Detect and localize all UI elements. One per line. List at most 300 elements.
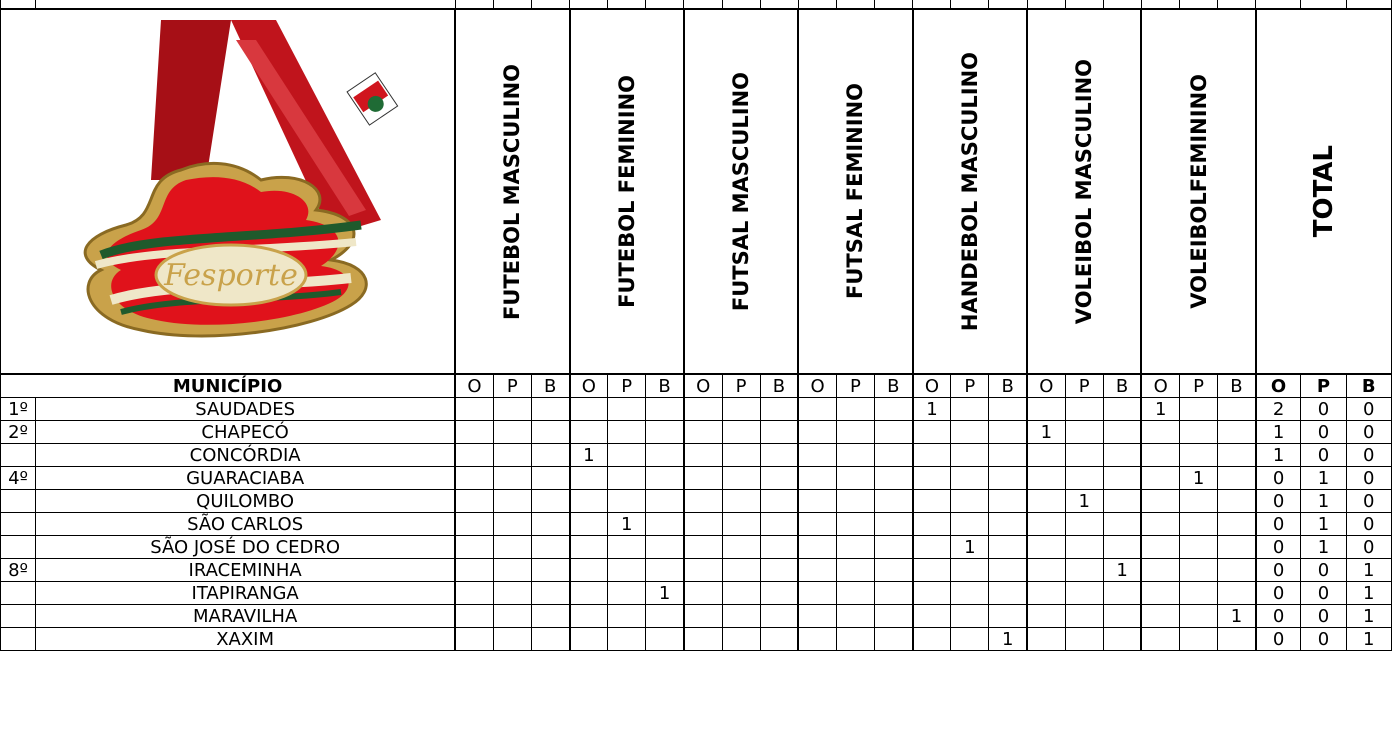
- medal-count-cell: [798, 605, 836, 628]
- sport-header: [684, 9, 798, 374]
- medal-count-cell: [646, 421, 684, 444]
- sport-header-label: FUTSAL FEMININO: [843, 83, 868, 300]
- table-row: [1, 536, 1392, 559]
- medal-count-cell: [493, 421, 531, 444]
- medal-type-header: B: [875, 374, 913, 398]
- medal-count-cell: [1065, 398, 1103, 421]
- medal-count-cell: [989, 513, 1027, 536]
- medal-count-cell: 1: [1180, 467, 1218, 490]
- medal-count-cell: [1180, 490, 1218, 513]
- medal-count-cell: [760, 628, 798, 651]
- medal-count-cell: [1027, 513, 1065, 536]
- medal-count-cell: [989, 421, 1027, 444]
- medal-count-cell: [1027, 398, 1065, 421]
- total-cell: 0: [1256, 605, 1301, 628]
- medal-count-cell: [684, 398, 722, 421]
- total-cell: 0: [1301, 605, 1346, 628]
- medal-count-cell: [1103, 605, 1141, 628]
- medal-count-cell: [493, 490, 531, 513]
- total-cell: 0: [1256, 513, 1301, 536]
- total-cell: 0: [1301, 628, 1346, 651]
- medal-count-cell: [1141, 628, 1179, 651]
- medal-count-cell: [646, 536, 684, 559]
- medal-count-cell: [1103, 513, 1141, 536]
- medal-count-cell: [875, 628, 913, 651]
- medal-count-cell: [1027, 467, 1065, 490]
- medal-count-cell: [722, 628, 760, 651]
- medal-type-header: O: [798, 374, 836, 398]
- medal-count-cell: [875, 582, 913, 605]
- medal-count-cell: [760, 444, 798, 467]
- medal-count-cell: [608, 444, 646, 467]
- medal-count-cell: [760, 605, 798, 628]
- medal-count-cell: [1218, 398, 1256, 421]
- medal-count-cell: [951, 467, 989, 490]
- medal-count-cell: [1027, 559, 1065, 582]
- medal-type-header: B: [1218, 374, 1256, 398]
- total-cell: 0: [1346, 536, 1391, 559]
- medal-count-cell: [760, 490, 798, 513]
- medal-type-header: P: [1301, 374, 1346, 398]
- medal-count-cell: [1180, 559, 1218, 582]
- rank-cell: [1, 605, 36, 628]
- medal-count-cell: 1: [1103, 559, 1141, 582]
- medal-count-cell: [722, 490, 760, 513]
- medal-count-cell: [836, 444, 874, 467]
- medal-count-cell: [1180, 513, 1218, 536]
- medal-count-cell: [989, 559, 1027, 582]
- medal-count-cell: [1218, 513, 1256, 536]
- medal-count-cell: [531, 444, 569, 467]
- rank-cell: [1, 628, 36, 651]
- rank-cell: 1º: [1, 398, 36, 421]
- medal-count-cell: [646, 398, 684, 421]
- medal-count-cell: [1103, 421, 1141, 444]
- municipio-cell: CONCÓRDIA: [36, 444, 456, 467]
- medal-count-cell: [531, 628, 569, 651]
- municipio-cell: XAXIM: [36, 628, 456, 651]
- medal-count-cell: [875, 421, 913, 444]
- medal-count-cell: [913, 582, 951, 605]
- medal-type-header: O: [1256, 374, 1301, 398]
- medal-count-cell: [1218, 582, 1256, 605]
- medal-count-cell: [608, 559, 646, 582]
- medal-count-cell: [646, 559, 684, 582]
- table-row: [1, 467, 1392, 490]
- total-cell: 0: [1346, 467, 1391, 490]
- table-row: [1, 628, 1392, 651]
- medal-count-cell: [646, 605, 684, 628]
- medal-count-cell: [760, 398, 798, 421]
- medal-count-cell: [760, 513, 798, 536]
- medal-count-cell: [1141, 605, 1179, 628]
- medal-count-cell: [951, 513, 989, 536]
- medal-count-cell: [570, 490, 608, 513]
- medal-count-cell: [455, 536, 493, 559]
- medal-count-cell: [1103, 582, 1141, 605]
- medal-count-cell: [1065, 421, 1103, 444]
- medal-type-header: P: [608, 374, 646, 398]
- medal-count-cell: [722, 444, 760, 467]
- sport-header: [1141, 9, 1255, 374]
- medal-count-cell: 1: [608, 513, 646, 536]
- medal-count-cell: [455, 398, 493, 421]
- sport-header: [455, 9, 569, 374]
- medal-count-cell: [836, 398, 874, 421]
- medal-type-header: B: [1346, 374, 1391, 398]
- medal-count-cell: [531, 605, 569, 628]
- medal-count-cell: [684, 421, 722, 444]
- medal-count-cell: [646, 490, 684, 513]
- medal-count-cell: [798, 536, 836, 559]
- municipio-cell: SÃO JOSÉ DO CEDRO: [36, 536, 456, 559]
- rank-cell: [1, 536, 36, 559]
- medal-count-cell: 1: [1065, 490, 1103, 513]
- medal-count-cell: [570, 467, 608, 490]
- medal-count-cell: [1180, 444, 1218, 467]
- medal-count-cell: [989, 444, 1027, 467]
- total-cell: 0: [1256, 628, 1301, 651]
- medal-count-cell: [570, 536, 608, 559]
- medal-count-cell: [722, 582, 760, 605]
- medal-count-cell: [722, 559, 760, 582]
- medal-count-cell: [1180, 398, 1218, 421]
- medal-count-cell: [1180, 628, 1218, 651]
- medal-count-cell: [570, 421, 608, 444]
- medal-count-cell: [836, 582, 874, 605]
- medal-count-cell: [875, 513, 913, 536]
- medal-count-cell: [836, 513, 874, 536]
- medal-type-header: O: [570, 374, 608, 398]
- medal-count-cell: [1065, 628, 1103, 651]
- top-gap-row: [1, 0, 1392, 9]
- medal-type-header: O: [684, 374, 722, 398]
- medal-count-cell: [913, 628, 951, 651]
- total-cell: 1: [1301, 513, 1346, 536]
- medal-count-cell: [798, 398, 836, 421]
- medal-count-cell: [1027, 536, 1065, 559]
- medal-count-cell: [570, 628, 608, 651]
- medal-count-cell: [608, 421, 646, 444]
- total-cell: 0: [1301, 421, 1346, 444]
- medal-count-cell: [608, 605, 646, 628]
- medal-count-cell: [455, 559, 493, 582]
- medal-count-cell: [836, 628, 874, 651]
- medal-count-cell: 1: [1141, 398, 1179, 421]
- municipio-cell: GUARACIABA: [36, 467, 456, 490]
- medal-count-cell: [836, 536, 874, 559]
- medal-count-cell: [989, 536, 1027, 559]
- medal-count-cell: [1065, 582, 1103, 605]
- medal-count-cell: [1141, 582, 1179, 605]
- total-cell: 0: [1301, 582, 1346, 605]
- medal-count-cell: [989, 582, 1027, 605]
- medal-count-cell: [798, 490, 836, 513]
- medal-count-cell: [570, 398, 608, 421]
- medal-count-cell: [798, 421, 836, 444]
- medal-count-cell: [684, 559, 722, 582]
- total-cell: 1: [1301, 490, 1346, 513]
- table-row: [1, 398, 1392, 421]
- medal-count-cell: [1218, 628, 1256, 651]
- medal-count-cell: [684, 513, 722, 536]
- medal-count-cell: [875, 398, 913, 421]
- total-cell: 0: [1346, 490, 1391, 513]
- municipio-cell: SAUDADES: [36, 398, 456, 421]
- medal-type-header: O: [913, 374, 951, 398]
- medal-fesporte-text: Fesporte: [164, 258, 298, 293]
- total-cell: 0: [1301, 444, 1346, 467]
- medal-count-cell: [798, 559, 836, 582]
- medal-count-cell: [570, 513, 608, 536]
- medal-count-cell: [646, 467, 684, 490]
- medal-count-cell: [493, 536, 531, 559]
- medal-count-cell: [608, 398, 646, 421]
- total-cell: 0: [1256, 582, 1301, 605]
- medal-count-cell: [798, 444, 836, 467]
- medal-logo-image: [31, 20, 411, 365]
- sport-header-label: FUTEBOL FEMININO: [614, 75, 639, 308]
- medal-count-cell: [875, 467, 913, 490]
- medal-count-cell: [875, 605, 913, 628]
- medal-count-cell: [1141, 490, 1179, 513]
- medal-count-cell: [760, 559, 798, 582]
- total-cell: 0: [1256, 467, 1301, 490]
- total-cell: 0: [1346, 421, 1391, 444]
- medal-count-cell: [1218, 444, 1256, 467]
- medal-count-cell: [913, 421, 951, 444]
- medal-count-cell: [531, 467, 569, 490]
- total-cell: 1: [1301, 536, 1346, 559]
- medal-count-cell: [684, 444, 722, 467]
- medal-count-cell: [989, 398, 1027, 421]
- total-cell: 2: [1256, 398, 1301, 421]
- sport-header-label: VOLEIBOL MASCULINO: [1072, 58, 1097, 325]
- medal-count-cell: [531, 490, 569, 513]
- municipio-cell: QUILOMBO: [36, 490, 456, 513]
- medal-type-header: P: [1065, 374, 1103, 398]
- medal-count-cell: [798, 467, 836, 490]
- table-row: [1, 444, 1392, 467]
- medal-count-cell: 1: [570, 444, 608, 467]
- medal-count-cell: [493, 444, 531, 467]
- medal-count-cell: [798, 582, 836, 605]
- medal-image-cell: [1, 9, 456, 374]
- medal-count-cell: [875, 490, 913, 513]
- medal-type-header: P: [1180, 374, 1218, 398]
- medal-count-cell: [455, 582, 493, 605]
- total-cell: 1: [1256, 444, 1301, 467]
- medal-count-cell: [951, 444, 989, 467]
- total-cell: 0: [1346, 398, 1391, 421]
- rank-cell: [1, 582, 36, 605]
- medal-count-cell: [531, 582, 569, 605]
- medal-type-header: P: [722, 374, 760, 398]
- medal-count-cell: [798, 628, 836, 651]
- medal-count-cell: [1218, 421, 1256, 444]
- medal-count-cell: [684, 582, 722, 605]
- total-cell: 0: [1256, 536, 1301, 559]
- medal-count-cell: [570, 559, 608, 582]
- medal-count-cell: [913, 444, 951, 467]
- medal-count-cell: [493, 628, 531, 651]
- medal-count-cell: [1027, 605, 1065, 628]
- medal-count-cell: [684, 490, 722, 513]
- medal-type-header: B: [989, 374, 1027, 398]
- medal-count-cell: [684, 536, 722, 559]
- medal-type-header: P: [836, 374, 874, 398]
- medal-count-cell: [1141, 444, 1179, 467]
- medal-count-cell: [1027, 444, 1065, 467]
- medal-count-cell: [455, 513, 493, 536]
- medal-count-cell: [1141, 421, 1179, 444]
- medal-count-cell: [913, 559, 951, 582]
- medal-count-cell: [722, 398, 760, 421]
- table-row: [1, 559, 1392, 582]
- sport-header: [1027, 9, 1141, 374]
- medal-count-cell: [722, 421, 760, 444]
- medal-count-cell: 1: [989, 628, 1027, 651]
- total-cell: 1: [1346, 605, 1391, 628]
- medal-count-cell: [1103, 444, 1141, 467]
- table-row: [1, 421, 1392, 444]
- sport-header-label: FUTSAL MASCULINO: [729, 71, 754, 312]
- total-header-label: TOTAL: [1308, 145, 1339, 238]
- medal-count-cell: [951, 605, 989, 628]
- municipio-cell: IRACEMINHA: [36, 559, 456, 582]
- medal-count-cell: [608, 536, 646, 559]
- municipio-cell: MARAVILHA: [36, 605, 456, 628]
- medal-count-cell: [608, 582, 646, 605]
- header-row: [1, 9, 1392, 374]
- medal-count-cell: [760, 467, 798, 490]
- medal-count-cell: [1065, 536, 1103, 559]
- medal-count-cell: [951, 582, 989, 605]
- table-row: [1, 582, 1392, 605]
- medal-count-cell: [1103, 490, 1141, 513]
- medal-count-cell: [1180, 605, 1218, 628]
- total-cell: 1: [1346, 559, 1391, 582]
- medal-type-header: P: [951, 374, 989, 398]
- medal-count-cell: [836, 559, 874, 582]
- medal-count-cell: [875, 559, 913, 582]
- medal-count-cell: [836, 467, 874, 490]
- total-cell: 1: [1346, 582, 1391, 605]
- medal-type-header: B: [531, 374, 569, 398]
- medal-count-cell: [1180, 536, 1218, 559]
- medal-count-cell: [1065, 467, 1103, 490]
- medal-count-cell: 1: [1218, 605, 1256, 628]
- rank-cell: 4º: [1, 467, 36, 490]
- rank-cell: [1, 444, 36, 467]
- medal-count-cell: [1103, 467, 1141, 490]
- rank-cell: 8º: [1, 559, 36, 582]
- medal-count-cell: [1218, 536, 1256, 559]
- rank-cell: [1, 513, 36, 536]
- sport-header: [798, 9, 912, 374]
- medal-type-header: P: [493, 374, 531, 398]
- medal-count-cell: [455, 444, 493, 467]
- total-cell: 0: [1301, 559, 1346, 582]
- table-row: [1, 490, 1392, 513]
- medal-count-cell: [531, 421, 569, 444]
- total-cell: 0: [1256, 559, 1301, 582]
- sport-header: [570, 9, 684, 374]
- medal-count-cell: [1027, 582, 1065, 605]
- medal-count-cell: [1065, 605, 1103, 628]
- medal-count-cell: [455, 605, 493, 628]
- medal-count-cell: [1141, 559, 1179, 582]
- medal-count-cell: [570, 582, 608, 605]
- medal-count-cell: [455, 490, 493, 513]
- medal-count-cell: [951, 490, 989, 513]
- medal-type-header: B: [646, 374, 684, 398]
- medal-count-cell: [913, 467, 951, 490]
- sport-header-label: VOLEIBOLFEMININO: [1186, 74, 1211, 309]
- medal-count-cell: [836, 605, 874, 628]
- total-cell: 0: [1301, 398, 1346, 421]
- medal-count-cell: [493, 559, 531, 582]
- medal-count-cell: [531, 559, 569, 582]
- medal-count-cell: [493, 513, 531, 536]
- medal-count-cell: [1141, 467, 1179, 490]
- table-row: [1, 513, 1392, 536]
- medal-count-cell: [1103, 398, 1141, 421]
- medal-count-cell: [608, 490, 646, 513]
- medal-count-cell: [1218, 467, 1256, 490]
- medal-type-header: B: [760, 374, 798, 398]
- total-header: [1256, 9, 1392, 374]
- medal-count-cell: [1103, 628, 1141, 651]
- medal-count-cell: [798, 513, 836, 536]
- total-cell: 0: [1346, 444, 1391, 467]
- medal-count-cell: [722, 605, 760, 628]
- medal-count-cell: [493, 582, 531, 605]
- medal-count-cell: 1: [1027, 421, 1065, 444]
- medal-count-cell: 1: [646, 582, 684, 605]
- rank-cell: [1, 490, 36, 513]
- sport-header-label: HANDEBOL MASCULINO: [957, 51, 982, 332]
- sport-header: [913, 9, 1027, 374]
- medal-count-cell: [1065, 444, 1103, 467]
- medal-count-cell: [1180, 421, 1218, 444]
- medal-count-cell: [951, 628, 989, 651]
- medal-count-cell: [722, 513, 760, 536]
- total-cell: 1: [1301, 467, 1346, 490]
- total-cell: 1: [1256, 421, 1301, 444]
- medal-type-header: O: [1027, 374, 1065, 398]
- medal-count-cell: [1218, 490, 1256, 513]
- medal-count-cell: [1065, 559, 1103, 582]
- medal-count-cell: [1027, 628, 1065, 651]
- medal-count-cell: [951, 559, 989, 582]
- municipio-header: MUNICÍPIO: [1, 374, 456, 398]
- total-cell: 1: [1346, 628, 1391, 651]
- medal-count-cell: [684, 605, 722, 628]
- medal-count-cell: [913, 605, 951, 628]
- medal-count-cell: [684, 467, 722, 490]
- medal-type-header: B: [1103, 374, 1141, 398]
- medal-count-cell: [1180, 582, 1218, 605]
- medal-count-cell: [531, 536, 569, 559]
- medal-count-cell: [722, 467, 760, 490]
- medal-count-cell: [684, 628, 722, 651]
- medal-count-cell: [875, 444, 913, 467]
- medal-count-cell: [760, 582, 798, 605]
- medal-count-cell: [836, 421, 874, 444]
- medal-type-header: O: [455, 374, 493, 398]
- municipio-cell: CHAPECÓ: [36, 421, 456, 444]
